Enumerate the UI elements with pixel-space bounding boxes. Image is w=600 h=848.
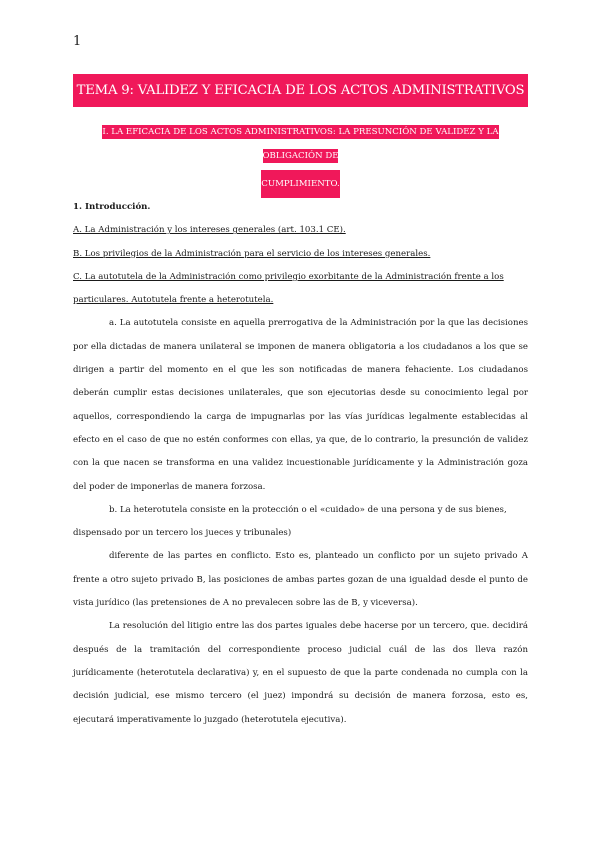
subtitle-line-1: I. LA EFICACIA DE LOS ACTOS ADMINISTRATIVOS: LA PRESUNCIÓN DE VALIDEZ Y LA OBLIGACIÓN DE [102,127,499,161]
section-heading: 1. Introducción. [73,202,151,212]
paragraph-resolucion: La resolución del litigio entre las dos partes iguales debe hacerse por un tercero, que. decidirá después de la tramitación del correspondiente proceso judicial cuál de las dos lleva razón jurídicamente (heterotutela declarativa) y, en el supuesto de que la parte condenada no cumpla con la decisión judicial, ese mismo tercero (el juez) impondrá su decisión de manera forzosa, esto es, ejecutará imperativamente lo juzgado (heterotutela ejecutiva). [73,621,528,725]
section-subtitle [73,120,528,198]
page-number: 1 [73,34,82,49]
paragraph-heterotutela: b. La heterotutela consiste en la protección o el «cuidado» de una persona y de sus bienes, dispensado por un tercero los jueces y tribunales) [73,504,507,539]
page-title: TEMA 9: VALIDEZ Y EFICACIA DE LOS ACTOS ADMINISTRATIVOS [73,74,528,107]
item-b: B. Los privilegios de la Administración para el servicio de los intereses generales. [73,248,431,259]
document-body [73,196,528,732]
paragraph-autotutela: a. La autotutela consiste en aquella prerrogativa de la Administración por la que las decisiones por ella dictadas de manera unilateral se imponen de manera obligatoria a los ciudadanos a los que se dirigen a partir del momento en el que les son notificadas de manera fehaciente. Los ciudadanos deberán cumplir estas decisiones unilaterales, que son ejecutorias desde su conocimiento legal por aquellos, correspondiendo la carga de impugnarlas por las vías jurídicas legalmente establecidas al efecto en el caso de que no estén conformes con ellas, ya que, de lo contrario, la presunción de validez con la que nacen se transforma en una validez incuestionable jurídicamente y la Administración goza del poder de imponerlas de manera forzosa. [73,318,528,492]
item-c: C. La autotutela de la Administración como privilegio exorbitante de la Administración frente a los particulares. Autotutela frente a heterotutela. [73,271,504,306]
item-a: A. La Administración y los intereses generales (art. 103.1 CE). [73,225,346,236]
paragraph-conflicto: diferente de las partes en conflicto. Esto es, planteado un conflicto por un sujeto privado A frente a otro sujeto privado B, las posiciones de ambas partes gozan de una igualdad desde el punto de vista jurídico (las pretensiones de A no prevalecen sobre las de B, y viceversa). [73,551,528,609]
subtitle-line-2: CUMPLIMIENTO. [261,170,340,198]
